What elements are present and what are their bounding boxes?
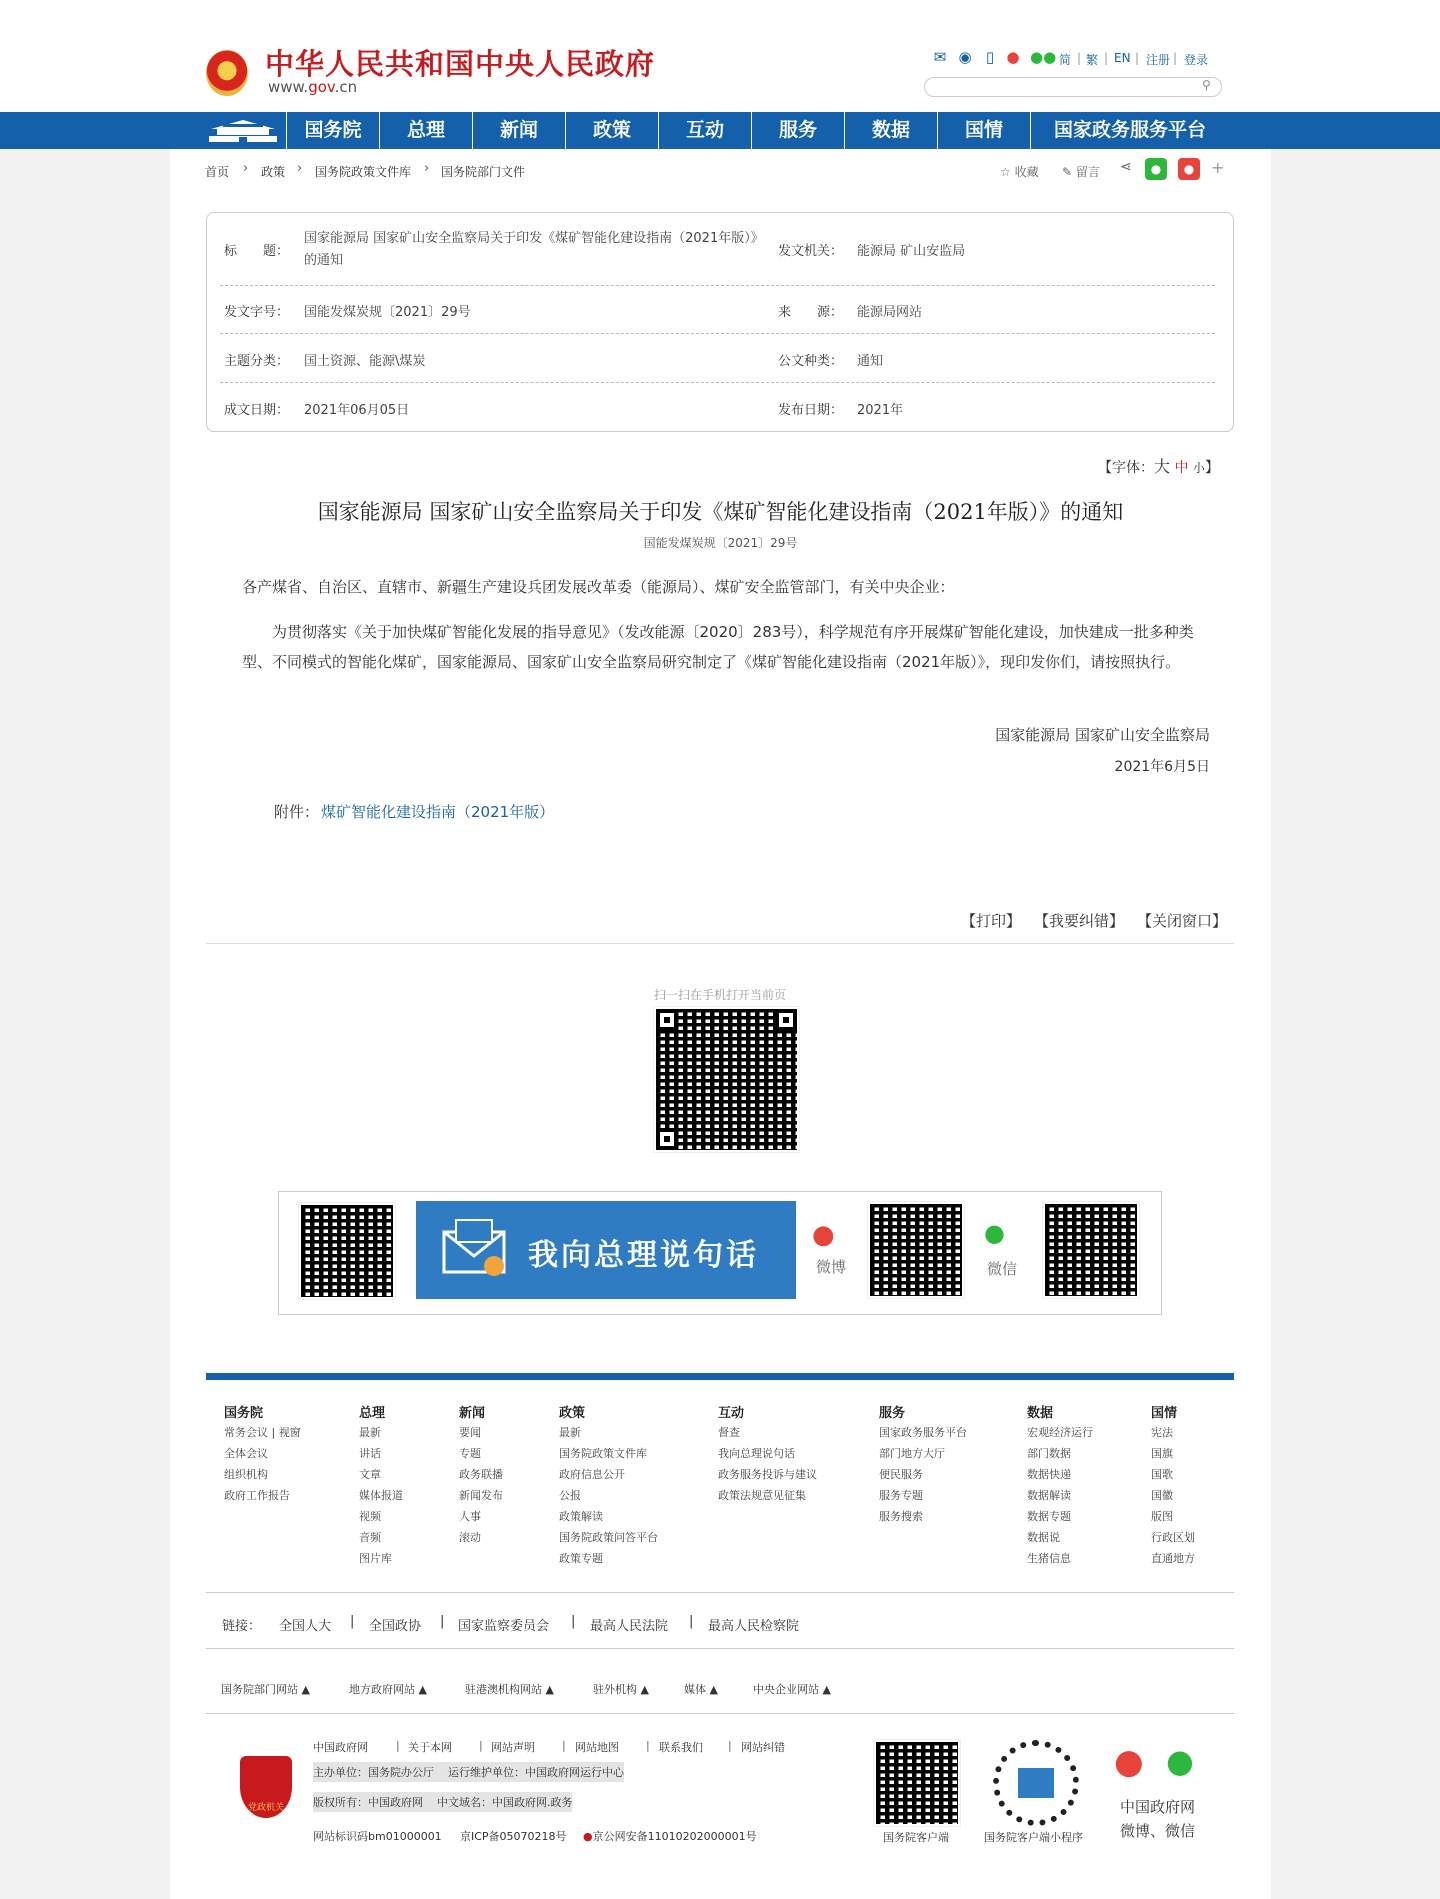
footer-link[interactable]: 政务服务投诉与建议	[718, 1468, 817, 1481]
link-separator: |	[728, 1739, 732, 1752]
footer-link[interactable]: 数据说	[1027, 1531, 1060, 1544]
font-medium-button[interactable]: 中	[1174, 460, 1189, 476]
link-english[interactable]: EN	[1114, 51, 1131, 65]
footer-head-guowuyuan[interactable]: 国务院	[224, 1406, 264, 1421]
weibo-label: 微博	[816, 1258, 847, 1276]
comment-button[interactable]: ✎ 留言	[1062, 165, 1100, 179]
link-separator: |	[562, 1739, 566, 1752]
wechat-icon: ●	[984, 1219, 1005, 1247]
article-doc-number: 国能发煤炭规〔2021〕29号	[643, 536, 798, 550]
search-icon[interactable]: ⚲	[1202, 78, 1211, 92]
link-traditional[interactable]: 繁	[1086, 53, 1099, 67]
pencil-icon: ✎	[1062, 165, 1073, 179]
client-qr-code	[874, 1740, 960, 1826]
report-error-button[interactable]: 【我要纠错】	[1034, 912, 1125, 930]
qr-finder	[656, 1128, 678, 1150]
footer-link[interactable]: 政策解读	[559, 1510, 603, 1523]
site-id: 网站标识码bm01000001	[313, 1830, 442, 1843]
bottom-link[interactable]: 关于本网	[408, 1741, 452, 1754]
footer-link[interactable]: 滚动	[459, 1531, 481, 1544]
nav-item-zhengce[interactable]: 政策	[592, 119, 631, 141]
footer-link[interactable]: 国务院政策问答平台	[559, 1531, 658, 1544]
footer-link[interactable]: 专题	[459, 1447, 481, 1460]
triangle-up-icon: ▲	[640, 1683, 649, 1696]
footer-link[interactable]: 宪法	[1151, 1426, 1173, 1439]
miniprogram-logo-icon	[1018, 1768, 1054, 1798]
published-date-value: 2021年	[857, 403, 904, 418]
qr-caption: 扫一扫在手机打开当前页	[654, 988, 787, 1002]
breadcrumb-policy-library[interactable]: 国务院政策文件库	[315, 165, 412, 179]
chevron-right-icon: ›	[297, 161, 303, 176]
weibo-icon[interactable]: ●	[1006, 48, 1020, 66]
share-icon[interactable]: ⋖	[1120, 159, 1132, 175]
footer-link[interactable]: 直通地方	[1151, 1552, 1195, 1565]
tiananmen-logo-icon[interactable]	[203, 114, 283, 147]
mail-icon[interactable]: ✉	[933, 48, 947, 66]
favorite-button[interactable]: ☆ 收藏	[1000, 165, 1039, 179]
national-emblem-icon[interactable]	[206, 50, 248, 96]
source-label: 来 源：	[778, 305, 844, 320]
gov-social-label: 中国政府网 微博、微信	[1120, 1798, 1196, 1840]
friend-link[interactable]: 全国政协	[369, 1619, 422, 1634]
triangle-up-icon: ▲	[418, 1683, 427, 1696]
weibo-share-icon[interactable]: ●	[1178, 158, 1200, 180]
qr-finder	[775, 1009, 797, 1031]
dropdown-local-sites[interactable]: 地方政府网站 ▲	[349, 1683, 427, 1696]
links-label: 链接：	[222, 1619, 262, 1634]
bottom-link[interactable]: 网站纠错	[741, 1741, 785, 1754]
more-share-icon[interactable]: +	[1211, 158, 1225, 177]
footer-head-hudong[interactable]: 互动	[718, 1406, 745, 1421]
title-label: 标 题：	[224, 244, 290, 259]
nav-item-xinwen[interactable]: 新闻	[499, 119, 538, 141]
article-title: 国家能源局 国家矿山安全监察局关于印发《煤矿智能化建设指南（2021年版）》的通知	[317, 500, 1124, 524]
weibo-qr-code	[868, 1202, 964, 1298]
breadcrumb-policy[interactable]: 政策	[261, 165, 286, 179]
footer-link[interactable]: 服务专题	[879, 1489, 923, 1502]
footer-link[interactable]: 最新	[359, 1426, 381, 1439]
print-button[interactable]: 【打印】	[961, 912, 1022, 930]
nav-item-gov-service-platform[interactable]: 国家政务服务平台	[1053, 119, 1206, 141]
footer-link[interactable]: 最新	[559, 1426, 581, 1439]
link-separator: |	[646, 1739, 650, 1752]
message-premier-text[interactable]: 我向总理说句话	[528, 1238, 759, 1273]
star-icon: ☆	[1000, 165, 1011, 179]
weibo-icon[interactable]: ●	[1114, 1742, 1144, 1782]
nav-item-zongli[interactable]: 总理	[406, 119, 445, 141]
footer-link[interactable]: 公报	[559, 1489, 581, 1502]
article-salutation: 各产煤省、自治区、直辖市、新疆生产建设兵团发展改革委（能源局）、煤矿安全监管部门，有关中央企业：	[242, 578, 955, 596]
font-small-button[interactable]: 小	[1192, 461, 1205, 475]
written-date-value: 2021年06月05日	[304, 403, 410, 418]
type-label: 公文种类：	[778, 354, 844, 369]
top-separator: |	[1104, 51, 1109, 65]
dropdown-dept-sites[interactable]: 国务院部门网站 ▲	[221, 1683, 310, 1696]
footer-link[interactable]: 人事	[459, 1510, 481, 1523]
type-value: 通知	[857, 354, 884, 369]
weibo-icon: ●	[812, 1220, 835, 1250]
client-qr-label: 国务院客户端	[883, 1831, 949, 1844]
top-separator: |	[1077, 51, 1082, 65]
dropdown-soe-sites[interactable]: 中央企业网站 ▲	[753, 1683, 831, 1696]
top-separator: |	[1135, 51, 1140, 65]
footer-head-shuju[interactable]: 数据	[1027, 1406, 1054, 1421]
written-date-label: 成文日期：	[224, 403, 290, 418]
footer-link[interactable]: 音频	[359, 1531, 381, 1544]
site-title[interactable]: 中华人民共和国中央人民政府	[265, 47, 656, 81]
chevron-right-icon: ›	[243, 161, 249, 176]
divider	[206, 1592, 1234, 1593]
link-separator: |	[689, 1614, 694, 1629]
issuer-label: 发文机关：	[778, 244, 844, 259]
footer-link[interactable]: 督查	[718, 1426, 740, 1439]
topic-value: 国土资源、能源\煤炭	[304, 354, 426, 369]
top-separator: |	[1173, 51, 1178, 65]
font-large-button[interactable]: 大	[1154, 457, 1171, 476]
wechat-label: 微信	[987, 1260, 1018, 1278]
docno-label: 发文字号：	[224, 305, 290, 320]
footer-link[interactable]: 政策法规意见征集	[718, 1489, 806, 1502]
nav-item-shuju[interactable]: 数据	[871, 119, 910, 141]
attachment-label: 附件：	[274, 803, 320, 821]
link-simplified[interactable]: 简	[1059, 53, 1072, 67]
footer-link[interactable]: 媒体报道	[359, 1489, 403, 1502]
title-value: 国家能源局 国家矿山安全监察局关于印发《煤矿智能化建设指南（2021年版）》的通知	[304, 231, 764, 268]
bottom-link[interactable]: 网站声明	[491, 1741, 535, 1754]
row-divider	[220, 382, 1215, 383]
host-info: 主办单位：国务院办公厅 运行维护单位：中国政府网运行中心	[313, 1762, 624, 1782]
footer-head-xinwen[interactable]: 新闻	[459, 1406, 486, 1421]
close-window-button[interactable]: 【关闭窗口】	[1137, 912, 1228, 930]
dropdown-overseas-sites[interactable]: 驻外机构 ▲	[593, 1683, 649, 1696]
footer-link[interactable]: 国旗	[1151, 1447, 1173, 1460]
link-separator: |	[571, 1614, 576, 1629]
miniprogram-qr-label: 国务院客户端小程序	[984, 1831, 1083, 1844]
footer-link[interactable]: 全体会议	[224, 1447, 268, 1460]
friend-link[interactable]: 全国人大	[279, 1619, 332, 1634]
footer-link[interactable]: 数据解读	[1027, 1489, 1071, 1502]
footer-link[interactable]: 宏观经济运行	[1027, 1426, 1093, 1439]
footer-link[interactable]: 部门地方大厅	[879, 1447, 945, 1460]
footer-link[interactable]: 常务会议 | 视窗	[224, 1426, 301, 1439]
envelope-icon	[442, 1218, 512, 1278]
divider	[206, 1648, 1234, 1649]
wechat-share-icon[interactable]: ●	[1145, 158, 1167, 180]
footer-link[interactable]: 国家政务服务平台	[879, 1426, 967, 1439]
footer-link[interactable]: 行政区划	[1151, 1531, 1195, 1544]
friend-link[interactable]: 国家监察委员会	[458, 1619, 550, 1634]
footer-link[interactable]: 讲话	[359, 1447, 381, 1460]
footer-link[interactable]: 生猪信息	[1027, 1552, 1071, 1565]
row-divider	[220, 285, 1215, 286]
triangle-up-icon: ▲	[822, 1683, 831, 1696]
link-login[interactable]: 登录	[1184, 53, 1209, 67]
qr-finder	[656, 1009, 678, 1031]
friend-link[interactable]: 最高人民检察院	[708, 1619, 800, 1634]
published-date-label: 发布日期：	[778, 403, 844, 418]
footer-link[interactable]: 国务院政策文件库	[559, 1447, 647, 1460]
link-separator: |	[440, 1614, 445, 1629]
link-separator: |	[396, 1739, 400, 1752]
footer-link[interactable]: 组织机构	[224, 1468, 268, 1481]
footer-link[interactable]: 部门数据	[1027, 1447, 1071, 1460]
footer-link[interactable]: 政府信息公开	[559, 1468, 625, 1481]
footer-link[interactable]: 数据专题	[1027, 1510, 1071, 1523]
link-separator: |	[350, 1614, 355, 1629]
triangle-up-icon: ▲	[709, 1683, 718, 1696]
footer-link[interactable]: 国徽	[1151, 1489, 1173, 1502]
row-divider	[220, 333, 1215, 334]
footer-link[interactable]: 服务搜索	[879, 1510, 923, 1523]
footer-link[interactable]: 政策专题	[559, 1552, 603, 1565]
footer-link[interactable]: 视频	[359, 1510, 381, 1523]
bottom-link[interactable]: 网站地图	[575, 1741, 619, 1754]
footer-head-fuwu[interactable]: 服务	[879, 1406, 906, 1421]
footer-link[interactable]: 图片库	[359, 1552, 392, 1565]
bottom-link[interactable]: 联系我们	[659, 1741, 703, 1754]
wechat-icon[interactable]: ●	[1166, 1742, 1194, 1780]
font-size-control: 【字体：大 中 小】	[1098, 457, 1219, 476]
bottom-link[interactable]: 中国政府网	[313, 1741, 368, 1754]
app-qr-code	[299, 1203, 395, 1299]
nav-item-hudong[interactable]: 互动	[685, 119, 724, 141]
article-sign-date: 2021年6月5日	[1114, 759, 1210, 775]
chevron-right-icon: ›	[424, 161, 430, 176]
friend-link[interactable]: 最高人民法院	[590, 1619, 669, 1634]
link-separator: |	[479, 1739, 483, 1752]
footer-link[interactable]: 文章	[359, 1468, 381, 1481]
icp-record[interactable]: 京ICP备05070218号	[460, 1830, 567, 1843]
divider	[206, 943, 1234, 944]
nav-item-guowuyuan[interactable]: 国务院	[304, 119, 362, 141]
docno-value: 国能发煤炭规〔2021〕29号	[304, 305, 471, 320]
footer-link[interactable]: 我向总理说句话	[718, 1447, 795, 1460]
triangle-up-icon: ▲	[301, 1683, 310, 1696]
nav-item-guoqing[interactable]: 国情	[964, 119, 1003, 141]
article-body: 为贯彻落实《关于加快煤矿智能化发展的指导意见》（发改能源〔2020〕283号），科学规范有序开展煤矿智能化建设，加快建成一批多种类型、不同模式的智能化煤矿，国家能源局、国家矿山安全监察局研究制定了《煤矿智能化建设指南（2021年版）》，现印发你们，请按照执行。	[242, 623, 1194, 671]
dropdown-media[interactable]: 媒体 ▲	[684, 1683, 718, 1696]
divider	[206, 1713, 1234, 1714]
footer-link[interactable]: 要闻	[459, 1426, 481, 1439]
mobile-icon[interactable]: ▯	[985, 48, 995, 66]
topic-label: 主题分类：	[224, 354, 290, 369]
footer-head-guoqing[interactable]: 国情	[1151, 1406, 1178, 1421]
footer-head-zhengce[interactable]: 政策	[559, 1406, 586, 1421]
footer-head-zongli[interactable]: 总理	[359, 1406, 386, 1421]
issuer-value: 能源局 矿山安监局	[857, 244, 966, 259]
site-domain: www.gov.cn	[268, 78, 358, 96]
article-sign-org: 国家能源局 国家矿山安全监察局	[995, 726, 1210, 744]
footer-link[interactable]: 版图	[1151, 1510, 1173, 1523]
party-gov-badge-icon[interactable]: 党政机关	[240, 1756, 292, 1818]
footer-link[interactable]: 便民服务	[879, 1468, 923, 1481]
attachment-link[interactable]: 煤矿智能化建设指南（2021年版）	[321, 803, 555, 821]
triangle-up-icon: ▲	[545, 1683, 554, 1696]
wechat-icon[interactable]: ●●	[1030, 48, 1057, 66]
footer-link[interactable]: 政务联播	[459, 1468, 503, 1481]
police-badge-icon: ●	[583, 1830, 593, 1843]
wechat-qr-code	[1043, 1202, 1139, 1298]
source-value: 能源局网站	[857, 305, 923, 320]
footer-link[interactable]: 政府工作报告	[224, 1489, 290, 1502]
footer-link[interactable]: 新闻发布	[459, 1489, 503, 1502]
breadcrumb-dept-docs[interactable]: 国务院部门文件	[441, 165, 526, 179]
copyright-info: 版权所有：中国政府网 中文域名：中国政府网.政务	[313, 1792, 572, 1812]
search-input[interactable]	[924, 77, 1222, 97]
dropdown-hkmo-sites[interactable]: 驻港澳机构网站 ▲	[465, 1683, 554, 1696]
footer-link[interactable]: 国歌	[1151, 1468, 1173, 1481]
breadcrumb-home[interactable]: 首页	[205, 165, 230, 179]
message-icon[interactable]: ◉	[958, 48, 972, 66]
footer-link[interactable]: 数据快递	[1027, 1468, 1071, 1481]
police-record[interactable]: ●京公网安备11010202000001号	[583, 1830, 757, 1843]
nav-item-fuwu[interactable]: 服务	[778, 119, 817, 141]
link-register[interactable]: 注册	[1146, 53, 1171, 67]
footer-top-bar	[206, 1373, 1234, 1380]
